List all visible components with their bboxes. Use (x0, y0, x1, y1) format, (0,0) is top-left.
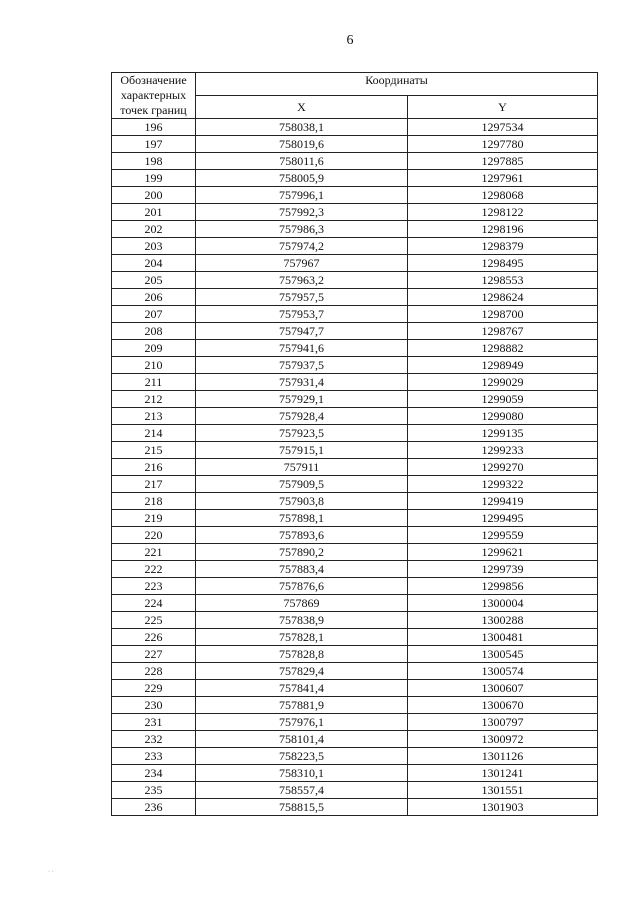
y-coordinate-cell: 1299419 (408, 493, 598, 510)
x-coordinate-cell: 757986,3 (196, 221, 408, 238)
y-coordinate-cell: 1298122 (408, 204, 598, 221)
table-row (112, 323, 598, 340)
point-number-cell: 202 (112, 221, 196, 238)
table-row (112, 476, 598, 493)
point-number-cell: 236 (112, 799, 196, 816)
x-coordinate-cell: 757929,1 (196, 391, 408, 408)
table-row (112, 493, 598, 510)
table-row (112, 731, 598, 748)
table-body (112, 119, 598, 816)
y-coordinate-cell: 1298553 (408, 272, 598, 289)
x-coordinate-cell: 757957,5 (196, 289, 408, 306)
point-number-cell: 230 (112, 697, 196, 714)
point-number-cell: 227 (112, 646, 196, 663)
table-row (112, 289, 598, 306)
table-row (112, 187, 598, 204)
x-coordinate-cell: 758038,1 (196, 119, 408, 136)
table-row (112, 714, 598, 731)
point-number-cell: 197 (112, 136, 196, 153)
table-row (112, 578, 598, 595)
x-coordinate-cell: 757974,2 (196, 238, 408, 255)
x-coordinate-cell: 757883,4 (196, 561, 408, 578)
y-coordinate-cell: 1300545 (408, 646, 598, 663)
y-coordinate-cell: 1299270 (408, 459, 598, 476)
point-number-cell: 224 (112, 595, 196, 612)
table-row (112, 442, 598, 459)
y-coordinate-cell: 1297534 (408, 119, 598, 136)
point-number-cell: 223 (112, 578, 196, 595)
point-number-cell: 226 (112, 629, 196, 646)
table-row (112, 595, 598, 612)
y-coordinate-cell: 1301903 (408, 799, 598, 816)
y-coordinate-cell: 1298624 (408, 289, 598, 306)
point-number-cell: 203 (112, 238, 196, 255)
x-coordinate-cell: 758815,5 (196, 799, 408, 816)
y-coordinate-cell: 1298379 (408, 238, 598, 255)
y-coordinate-cell: 1299559 (408, 527, 598, 544)
x-coordinate-cell: 757903,8 (196, 493, 408, 510)
x-coordinate-cell: 757941,6 (196, 340, 408, 357)
y-coordinate-cell: 1299856 (408, 578, 598, 595)
x-coordinate-cell: 757898,1 (196, 510, 408, 527)
point-number-cell: 225 (112, 612, 196, 629)
table-row (112, 153, 598, 170)
x-coordinate-cell: 757915,1 (196, 442, 408, 459)
y-coordinate-cell: 1299621 (408, 544, 598, 561)
table-row (112, 340, 598, 357)
point-number-cell: 214 (112, 425, 196, 442)
point-number-cell: 234 (112, 765, 196, 782)
x-coordinate-cell: 758223,5 (196, 748, 408, 765)
x-coordinate-cell: 757996,1 (196, 187, 408, 204)
coordinates-table (111, 72, 598, 816)
x-coordinate-cell: 757893,6 (196, 527, 408, 544)
point-number-cell: 216 (112, 459, 196, 476)
point-number-cell: 222 (112, 561, 196, 578)
y-coordinate-cell: 1300481 (408, 629, 598, 646)
table-row (112, 646, 598, 663)
y-coordinate-cell: 1299029 (408, 374, 598, 391)
point-number-cell: 205 (112, 272, 196, 289)
table-row (112, 510, 598, 527)
point-number-cell: 199 (112, 170, 196, 187)
point-number-cell: 204 (112, 255, 196, 272)
point-number-cell: 220 (112, 527, 196, 544)
x-coordinate-cell: 757928,4 (196, 408, 408, 425)
x-coordinate-cell: 758557,4 (196, 782, 408, 799)
point-number-cell: 232 (112, 731, 196, 748)
point-number-cell: 209 (112, 340, 196, 357)
point-number-cell: 210 (112, 357, 196, 374)
y-coordinate-cell: 1298767 (408, 323, 598, 340)
table-row (112, 561, 598, 578)
x-coordinate-cell: 757911 (196, 459, 408, 476)
x-coordinate-cell: 757937,5 (196, 357, 408, 374)
table-row (112, 272, 598, 289)
scan-specks: · · (48, 869, 54, 875)
table-row (112, 799, 598, 816)
y-coordinate-cell: 1298700 (408, 306, 598, 323)
table-row (112, 544, 598, 561)
point-number-cell: 211 (112, 374, 196, 391)
point-number-cell: 206 (112, 289, 196, 306)
x-coordinate-cell: 758011,6 (196, 153, 408, 170)
table-row (112, 408, 598, 425)
point-number-cell: 219 (112, 510, 196, 527)
x-column-header: X (196, 96, 408, 119)
table-header (112, 73, 598, 119)
x-coordinate-cell: 757838,9 (196, 612, 408, 629)
table-row (112, 748, 598, 765)
table-row (112, 612, 598, 629)
table-row (112, 221, 598, 238)
y-coordinate-cell: 1299322 (408, 476, 598, 493)
x-coordinate-cell: 757828,8 (196, 646, 408, 663)
x-coordinate-cell: 758101,4 (196, 731, 408, 748)
x-coordinate-cell: 757829,4 (196, 663, 408, 680)
x-coordinate-cell: 757967 (196, 255, 408, 272)
x-coordinate-cell: 757841,4 (196, 680, 408, 697)
point-number-cell: 231 (112, 714, 196, 731)
point-label-header: Обозначение характерных точек границ (112, 73, 196, 119)
x-coordinate-cell: 757992,3 (196, 204, 408, 221)
table-row (112, 136, 598, 153)
table-row (112, 170, 598, 187)
y-coordinate-cell: 1298949 (408, 357, 598, 374)
y-coordinate-cell: 1299059 (408, 391, 598, 408)
y-coordinate-cell: 1297885 (408, 153, 598, 170)
point-number-cell: 235 (112, 782, 196, 799)
table-row (112, 374, 598, 391)
y-coordinate-cell: 1301241 (408, 765, 598, 782)
table-row (112, 357, 598, 374)
table-row (112, 425, 598, 442)
y-coordinate-cell: 1299739 (408, 561, 598, 578)
y-coordinate-cell: 1297961 (408, 170, 598, 187)
table-row (112, 663, 598, 680)
table-row (112, 306, 598, 323)
table-row (112, 391, 598, 408)
y-coordinate-cell: 1298196 (408, 221, 598, 238)
table-row (112, 119, 598, 136)
point-number-cell: 201 (112, 204, 196, 221)
point-number-cell: 207 (112, 306, 196, 323)
table-row (112, 255, 598, 272)
table-row (112, 629, 598, 646)
y-coordinate-cell: 1299135 (408, 425, 598, 442)
y-coordinate-cell: 1300288 (408, 612, 598, 629)
point-number-cell: 198 (112, 153, 196, 170)
x-coordinate-cell: 757976,1 (196, 714, 408, 731)
x-coordinate-cell: 757909,5 (196, 476, 408, 493)
table-row (112, 527, 598, 544)
point-number-cell: 212 (112, 391, 196, 408)
point-number-cell: 213 (112, 408, 196, 425)
x-coordinate-cell: 757947,7 (196, 323, 408, 340)
table-row (112, 680, 598, 697)
point-number-cell: 229 (112, 680, 196, 697)
y-coordinate-cell: 1299080 (408, 408, 598, 425)
x-coordinate-cell: 757953,7 (196, 306, 408, 323)
coordinates-header: Координаты (196, 73, 598, 96)
x-coordinate-cell: 758005,9 (196, 170, 408, 187)
point-number-cell: 200 (112, 187, 196, 204)
y-coordinate-cell: 1300972 (408, 731, 598, 748)
y-coordinate-cell: 1299233 (408, 442, 598, 459)
table-row (112, 459, 598, 476)
y-coordinate-cell: 1300670 (408, 697, 598, 714)
x-coordinate-cell: 757828,1 (196, 629, 408, 646)
x-coordinate-cell: 757881,9 (196, 697, 408, 714)
page-number: 6 (346, 33, 354, 48)
table-row (112, 782, 598, 799)
point-number-cell: 233 (112, 748, 196, 765)
y-coordinate-cell: 1300797 (408, 714, 598, 731)
x-coordinate-cell: 757869 (196, 595, 408, 612)
y-coordinate-cell: 1301126 (408, 748, 598, 765)
point-number-cell: 196 (112, 119, 196, 136)
x-coordinate-cell: 757923,5 (196, 425, 408, 442)
y-coordinate-cell: 1298068 (408, 187, 598, 204)
point-number-cell: 221 (112, 544, 196, 561)
table-row (112, 238, 598, 255)
x-coordinate-cell: 757876,6 (196, 578, 408, 595)
point-number-cell: 228 (112, 663, 196, 680)
point-number-cell: 217 (112, 476, 196, 493)
x-coordinate-cell: 758310,1 (196, 765, 408, 782)
x-coordinate-cell: 757931,4 (196, 374, 408, 391)
x-coordinate-cell: 757963,2 (196, 272, 408, 289)
y-coordinate-cell: 1297780 (408, 136, 598, 153)
y-column-header: Y (408, 96, 598, 119)
table-row (112, 204, 598, 221)
point-number-cell: 208 (112, 323, 196, 340)
table-row (112, 765, 598, 782)
y-coordinate-cell: 1300004 (408, 595, 598, 612)
y-coordinate-cell: 1298495 (408, 255, 598, 272)
y-coordinate-cell: 1300607 (408, 680, 598, 697)
point-number-cell: 215 (112, 442, 196, 459)
table-row (112, 697, 598, 714)
x-coordinate-cell: 758019,6 (196, 136, 408, 153)
point-number-cell: 218 (112, 493, 196, 510)
y-coordinate-cell: 1298882 (408, 340, 598, 357)
y-coordinate-cell: 1299495 (408, 510, 598, 527)
y-coordinate-cell: 1301551 (408, 782, 598, 799)
y-coordinate-cell: 1300574 (408, 663, 598, 680)
x-coordinate-cell: 757890,2 (196, 544, 408, 561)
